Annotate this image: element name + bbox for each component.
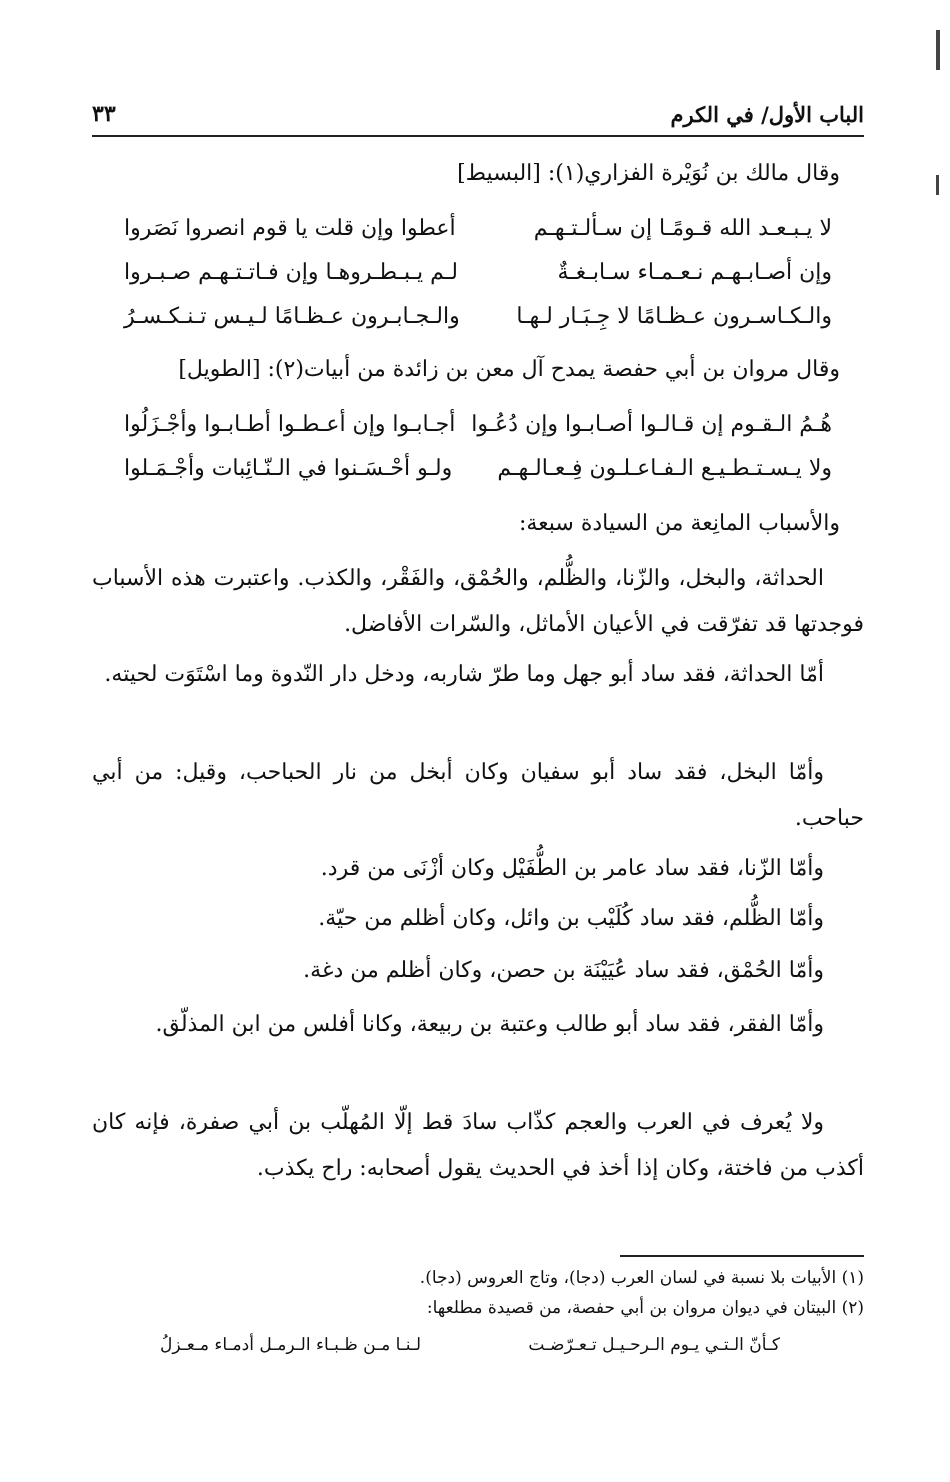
paragraph: وأمّا البخل، فقد ساد أبو سفيان وكان أبخل من نار الحباحب، وقيل: من أبي حباحب. [92,760,864,831]
paragraph: وأمّا الحُمْق، فقد ساد عُيَيْنَة بن حصن، وكان أظلم من دغة. [303,958,824,983]
footnote-rule [620,1255,864,1257]
verse-line [92,206,864,252]
running-header [92,96,864,132]
paragraph: وأمّا الظُّلم، فقد ساد كُلَيْب بن وائل، وكان أظلم من حيّة. [318,906,824,931]
scan-edge-mark [936,175,939,195]
paragraph: وأمّا الفقر، فقد ساد أبو طالب وعتبة بن ربيعة، وكانا أفلس من ابن المذلّق. [155,1012,824,1037]
verse-second-hemistich: لـم يـبـطـروهـا وإن فـاتـتـهـم صـبـروا [124,260,458,285]
scan-edge-mark [936,30,940,70]
page-number: ٣٣ [92,101,116,127]
paragraph: وأمّا الزّنا، فقد ساد عامر بن الطُّفَيْل وكان أزْنَى من قرد. [320,856,824,881]
verse-first-hemistich: والـكـاسـرون عـظـامًا لا جِـبَـار لـهـا [516,304,832,329]
verse-first-hemistich: لا يـبـعـد الله قـومًـا إن سـألـتـهـم [533,216,832,241]
verse-first-hemistich: هُـمُ الـقـوم إن قـالـوا أصـابـوا وإن دُعُـوا [471,412,832,437]
verse-second-hemistich: أعطوا وإن قلت يا قوم انصروا نَصَروا [124,216,456,241]
chapter-title: الباب الأول/ في الكرم [670,101,864,127]
paragraph: الحداثة، والبخل، والزّنا، والظُّلم، والحُمْق، والفَقْر، والكذب. واعتبرت هذه الأسباب فوجدتها قد تفرّقت في الأعيان الأماثل، والسّرات الأفاضل. [92,566,864,637]
poem-intro-1: وقال مالك بن نُوَيْرة الفزاري(١): [البسيط] [457,161,840,186]
poem-intro-2: وقال مروان بن أبي حفصة يمدح آل معن بن زائدة من أبيات(٢): [الطويل] [178,357,840,382]
verse-second-hemistich: أجـابـوا وإن أعـطـوا أطـابـوا وأجْـزَلُوا [124,412,456,437]
paragraph: والأسباب المانِعة من السيادة سبعة: [518,511,840,536]
footnote-verse [160,1330,780,1360]
verse-line [92,250,864,296]
verse-line [92,402,864,448]
verse-line [92,294,864,340]
verse-first-hemistich: ولا يـسـتـطـيـع الـفـاعـلـون فِـعـالـهـم [497,456,832,481]
paragraph: أمّا الحداثة، فقد ساد أبو جهل وما طرّ شاربه، ودخل دار النّدوة وما اسْتَوَت لحيته. [104,662,824,687]
paragraph: ولا يُعرف في العرب والعجم كذّاب سادَ قط إلّا المُهلّب بن أبي صفرة، فإنه كان أكذب من فاختة، وكان إذا أخذ في الحديث يقول أصحابه: راح يكذب. [92,1110,864,1181]
footnote: (٢) البيتان في ديوان مروان بن أبي حفصة، من قصيدة مطلعها: [426,1298,864,1318]
verse-first-hemistich: كـأنّ الـتـي يـوم الـرحـيـل تـعـرّضـت [528,1335,780,1355]
verse-second-hemistich: والـجـابـرون عـظـامًا لـيـس تـنـكـسـرُ [124,304,460,329]
footnote: (١) الأبيات بلا نسبة في لسان العرب (دجا)، وتاج العروس (دجا). [419,1268,864,1288]
verse-second-hemistich: لـنـا مـن ظـبـاء الـرمـل أدمـاء مـعـزلُ [160,1335,422,1355]
header-rule [92,135,864,137]
verse-first-hemistich: وإن أصـابـهـم نـعـمـاء سـابـغـةٌ [557,260,832,285]
verse-second-hemistich: ولـو أحْـسَـنوا في الـنّـائِبات وأجْـمَـلوا [124,456,453,481]
verse-line [92,446,864,492]
